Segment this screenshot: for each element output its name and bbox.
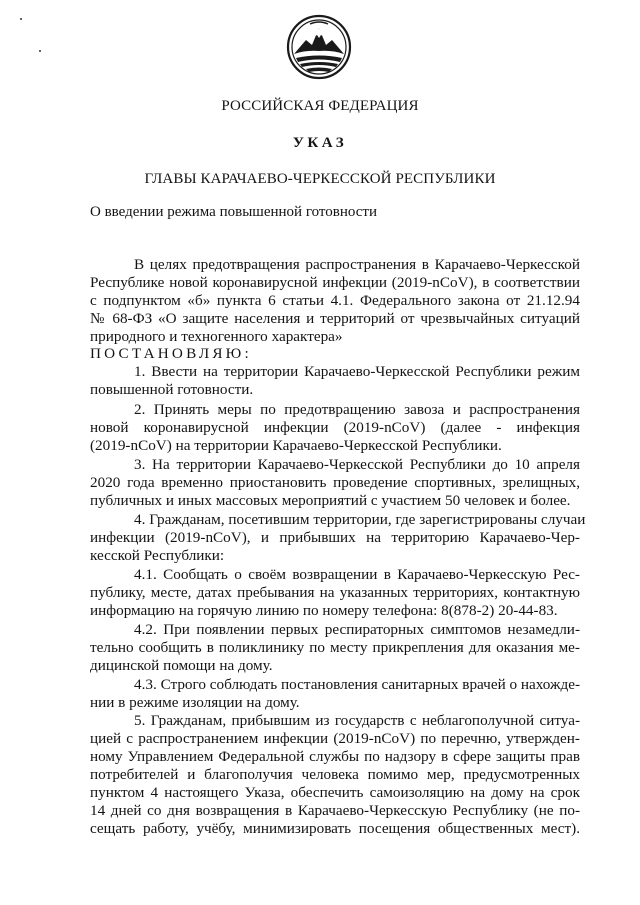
body-line: кесской Республики:	[90, 547, 225, 564]
decree-subject: О введении режима повышенной готовности	[90, 204, 377, 220]
body-line: нии в режиме изоляции на дому.	[90, 694, 300, 711]
body-line: новой коронавирусной инфекции (2019-nCoV) (далее - инфекция	[90, 419, 580, 436]
document-title: УКАЗ	[292, 135, 348, 151]
body-line: 4.3. Строго соблюдать постановления санитарных врачей о нахожде-	[134, 676, 580, 693]
body-line: сещать работу, учёбу, минимизировать посещения общественных мест).	[90, 820, 580, 837]
body-line: тельно сообщить в поликлинику по месту прикрепления для оказания ме-	[90, 639, 580, 656]
body-line: природного и техногенного характера»	[90, 328, 343, 345]
body-line: 4.1. Сообщать о своём возвращении в Карачаево-Черкесскую Рес-	[134, 566, 580, 583]
body-line: пунктом 4 настоящего Указа, обеспечить самоизоляцию на дому на срок	[90, 784, 580, 801]
scan-speck	[20, 18, 22, 20]
body-line: дицинской помощи на дому.	[90, 657, 273, 674]
body-line: В целях предотвращения распространения в Карачаево-Черкесской	[134, 256, 580, 273]
body-line: публику, месте, датах пребывания на указанных территориях, контактную	[90, 584, 580, 601]
body-line: 14 дней со дня возвращения в Карачаево-Черкесскую Республику (не по-	[90, 802, 580, 819]
issuer-title: ГЛАВЫ КАРАЧАЕВО-ЧЕРКЕССКОЙ РЕСПУБЛИКИ	[144, 171, 496, 187]
body-line: 2. Принять меры по предотвращению завоза и распространения	[134, 401, 580, 418]
resolve-heading: ПОСТАНОВЛЯЮ:	[90, 345, 252, 362]
body-line: повышенной готовности.	[90, 381, 254, 398]
body-line: с подпунктом «б» пункта 6 статьи 4.1. Федерального закона от 21.12.94	[90, 292, 580, 309]
body-line: 3. На территории Карачаево-Черкесской Республики до 10 апреля	[134, 456, 580, 473]
body-line: (2019-nCoV) на территории Карачаево-Черкесской Республики.	[90, 437, 502, 454]
body-line: 2020 года временно приостановить проведение спортивных, зрелищных,	[90, 474, 580, 491]
body-line: публичных и иных массовых мероприятий с участием 50 человек и более.	[90, 492, 571, 509]
body-line: 4.2. При появлении первых респираторных симптомов незамедли-	[134, 621, 580, 638]
body-line: 5. Гражданам, прибывшим из государств с неблагополучной ситуа-	[134, 712, 580, 729]
body-line: Республике новой коронавирусной инфекции (2019-nCoV), в соответствии	[90, 274, 580, 291]
body-line: потребителей и благополучия человека помимо мер, предусмотренных	[90, 766, 580, 783]
body-line: ному Управлением Федеральной службы по надзору в сфере защиты прав	[90, 748, 580, 765]
header-country: РОССИЙСКАЯ ФЕДЕРАЦИЯ	[221, 98, 419, 114]
coat-of-arms-icon	[286, 14, 352, 80]
body-line: информацию на горячую линию по номеру телефона: 8(878-2) 20-44-83.	[90, 602, 558, 619]
scan-speck	[39, 50, 41, 52]
body-line: 1. Ввести на территории Карачаево-Черкесской Республики режим	[134, 363, 580, 380]
body-line: 4. Гражданам, посетившим территории, где зарегистрированы случаи	[134, 511, 586, 528]
body-line: № 68-ФЗ «О защите населения и территорий от чрезвычайных ситуаций	[90, 310, 580, 327]
body-line: инфекции (2019-nCoV), и прибывших на территорию Карачаево-Чер-	[90, 529, 580, 546]
body-line: цией с распространением инфекции (2019-nCoV) по перечню, утвержден-	[90, 730, 580, 747]
